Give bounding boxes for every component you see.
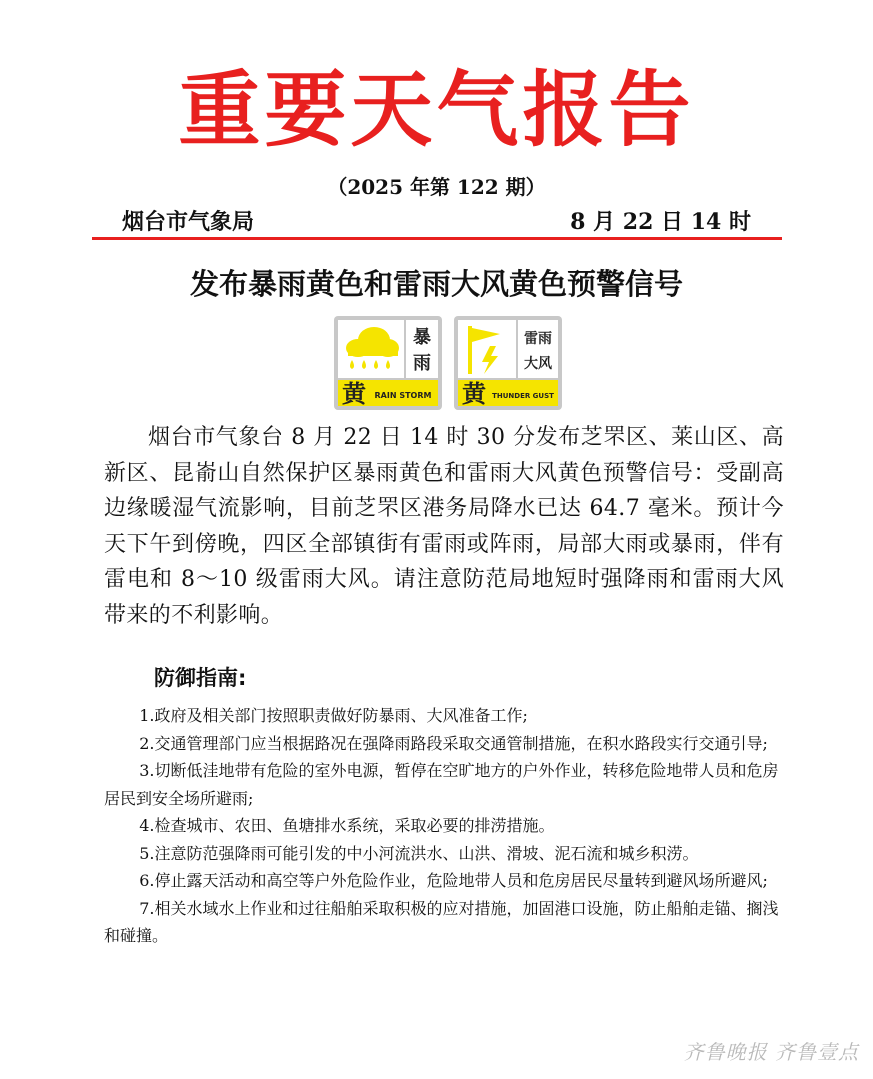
warning-headline: 发布暴雨黄色和雷雨大风黄色预警信号 <box>189 267 683 301</box>
list-item: 4.检查城市、农田、鱼塘排水系统，采取必要的排涝措施。 <box>139 816 555 835</box>
list-item: 2.交通管理部门应当根据路况在强降雨路段采取交通管制措施，在积水路段实行交通引导; <box>139 733 768 753</box>
rainstorm-yellow-warning-icon <box>334 316 442 410</box>
list-item: 5.注意防范强降雨可能引发的中小河流洪水、山洪、滑坡、泥石流和城乡积涝。 <box>139 843 699 863</box>
warning-body-paragraph: 烟台市气象台 8 月 22 日 14 时 30 分发布芝罘区、莱山区、高新区、昆嵛山自然保护区暴雨黄色和雷雨大风黄色预警信号：受副高边缘暖湿气流影响，目前芝罘区港务局降水已达 64.7 毫米。预计今天下午到傍晚，四区全部镇街有雷雨或阵雨，局部大雨或暴雨，伴有雷电和 8～10 级雷雨大风。请注意防范局地短时强降雨和雷雨大风带来的不利影响。 <box>104 425 784 628</box>
watermark: 齐鲁晚报 齐鲁壹点 <box>683 1040 859 1064</box>
issuing-agency: 烟台市气象局 <box>122 209 255 235</box>
header-divider <box>92 237 782 240</box>
list-item: 7.相关水域水上作业和过往船舶采取积极的应对措施，加固港口设施，防止船舶走锚、搁浅和碰撞。 <box>104 898 779 945</box>
list-item: 3.切断低洼地带有危险的室外电源，暂停在空旷地方的户外作业，转移危险地带人员和危房居民到安全场所避雨; <box>104 761 779 808</box>
signal-type-line2: 雨 <box>413 353 431 374</box>
signal-english: THUNDER GUST <box>492 392 554 400</box>
signal-level: 黄 <box>342 380 366 408</box>
list-item: 1.政府及相关部门按照职责做好防暴雨、大风准备工作; <box>139 706 528 725</box>
thunder-gust-yellow-warning-icon <box>454 316 562 410</box>
issue-number: （2025 年第 122 期） <box>327 175 546 199</box>
list-item: 6.停止露天活动和高空等户外危险作业，危险地带人员和危房居民尽量转到避风场所避风; <box>139 871 768 890</box>
signal-english: RAIN STORM <box>374 391 432 400</box>
signal-type-line2: 大风 <box>524 356 552 372</box>
signal-level: 黄 <box>462 380 486 408</box>
issue-datetime: 8 月 22 日 14 时 <box>570 209 751 235</box>
signal-type-line1: 暴 <box>413 327 431 348</box>
defense-guide-title: 防御指南: <box>154 666 247 690</box>
signal-type-line1: 雷雨 <box>524 331 552 347</box>
report-title: 重要天气报告 <box>178 62 695 158</box>
defense-guide-list <box>104 702 784 950</box>
